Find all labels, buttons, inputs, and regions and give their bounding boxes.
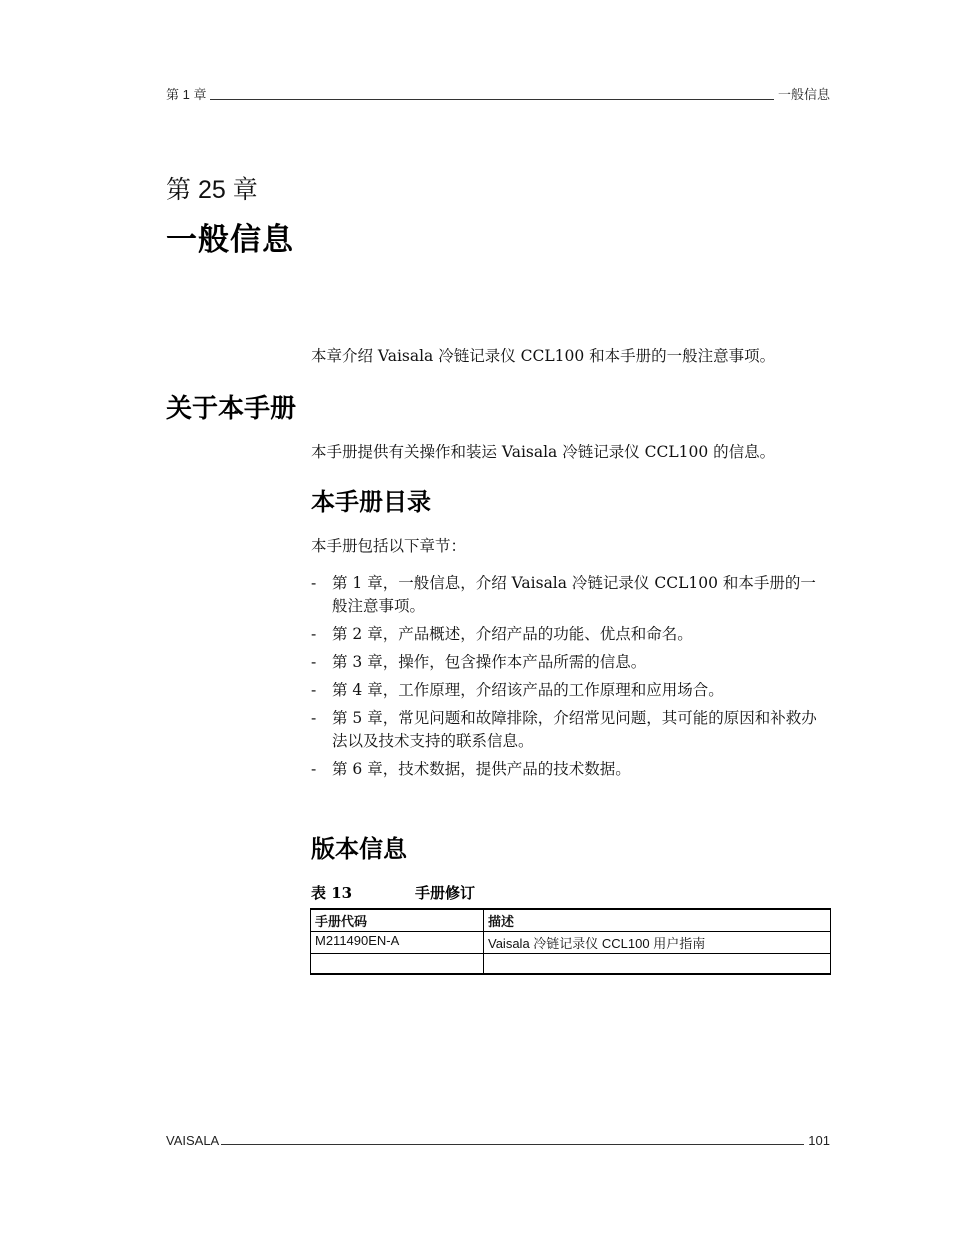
column-header-description: 描述 (484, 909, 831, 932)
chapter-intro: 本章介绍 Vaisala 冷链记录仪 CCL100 和本手册的一般注意事项。 (311, 347, 776, 365)
list-item (311, 758, 831, 781)
list-item-text: 第 3 章，操作，包含操作本产品所需的信息。 (332, 653, 647, 671)
table-cell-code: M211490EN-A (311, 932, 484, 954)
about-text: 本手册提供有关操作和装运 Vaisala 冷链记录仪 CCL100 的信息。 (311, 443, 776, 461)
list-item (311, 623, 831, 646)
list-bullet: - (311, 681, 317, 699)
page-footer (166, 1133, 830, 1148)
section-heading-about: 关于本手册 (166, 394, 297, 424)
list-bullet: - (311, 625, 317, 643)
list-item-text: 第 5 章，常见问题和故障排除，介绍常见问题，其可能的原因和补救办法以及技术支持的联系信息。 (332, 709, 817, 750)
header-chapter: 第 1 章 (166, 87, 207, 102)
table-cell-description (484, 954, 831, 975)
revision-table (310, 908, 831, 975)
footer-brand: VAISALA (166, 1133, 220, 1148)
list-item-text: 第 6 章，技术数据，提供产品的技术数据。 (332, 760, 631, 778)
footer-rule (221, 1143, 804, 1145)
column-header-code: 手册代码 (311, 909, 484, 932)
chapter-list (311, 572, 831, 786)
list-item (311, 707, 831, 753)
contents-intro: 本手册包括以下章节： (311, 537, 467, 555)
list-item (311, 679, 831, 702)
list-item (311, 651, 831, 674)
page-number: 101 (808, 1133, 830, 1148)
list-bullet: - (311, 653, 317, 671)
page-header (166, 84, 830, 103)
list-item-text: 第 2 章，产品概述，介绍产品的功能、优点和命名。 (332, 625, 693, 643)
table-title: 手册修订 (415, 884, 476, 902)
list-item-text: 第 1 章，一般信息，介绍 Vaisala 冷链记录仪 CCL100 和本手册的一般注意事项。 (332, 574, 816, 615)
list-bullet: - (311, 760, 317, 778)
list-bullet: - (311, 709, 317, 727)
header-section: 一般信息 (777, 87, 830, 102)
table-header-row (311, 909, 831, 932)
list-bullet: - (311, 574, 317, 592)
table-row (311, 954, 831, 975)
list-item (311, 572, 831, 618)
table-cell-code (311, 954, 484, 975)
list-item-text: 第 4 章，工作原理，介绍该产品的工作原理和应用场合。 (332, 681, 724, 699)
subsection-heading-version: 版本信息 (311, 835, 407, 863)
chapter-title: 一般信息 (166, 222, 294, 258)
chapter-number: 第 25 章 (166, 176, 258, 204)
table-cell-description: Vaisala 冷链记录仪 CCL100 用户指南 (484, 932, 831, 954)
subsection-heading-contents: 本手册目录 (311, 488, 431, 516)
header-rule (210, 98, 774, 100)
table-row (311, 932, 831, 954)
table-label: 表 13 (311, 884, 353, 902)
table-caption (311, 882, 476, 903)
